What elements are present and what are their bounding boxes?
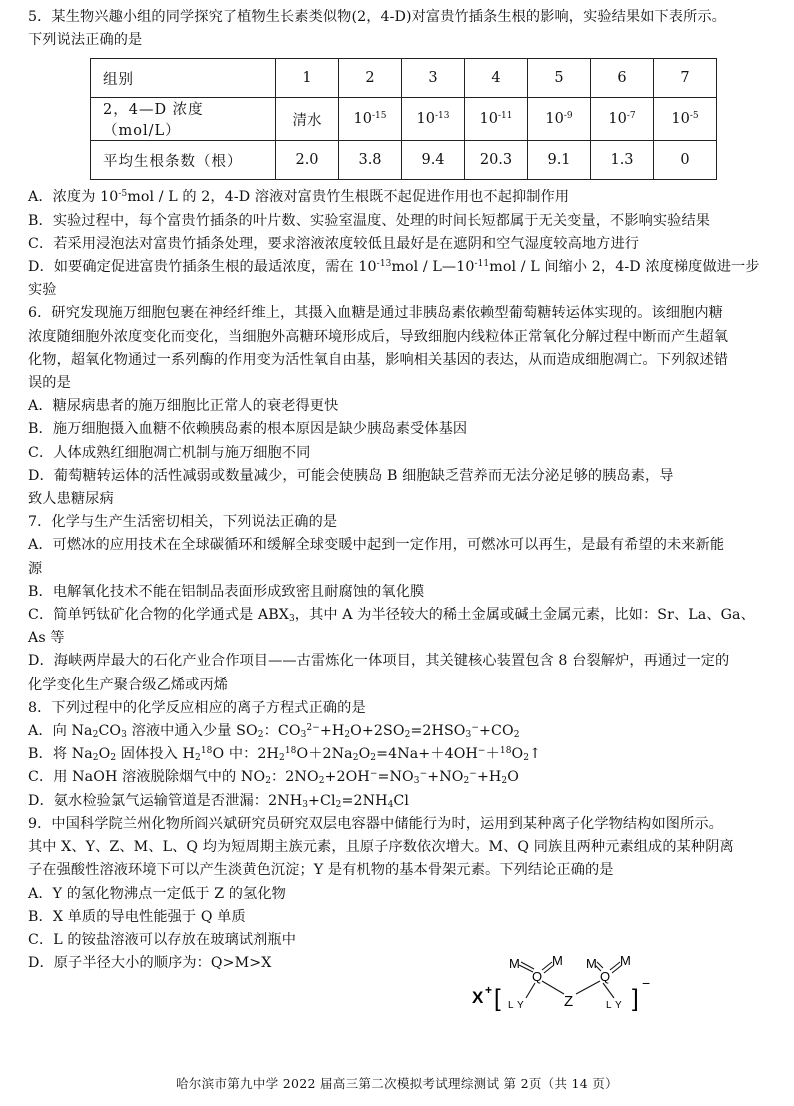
atom-label: Q bbox=[532, 969, 543, 984]
q5-option-d-line2: 实验 bbox=[28, 282, 57, 299]
table-cell: $10^{-7}$ bbox=[591, 98, 654, 141]
q8-option-d: D．氨水检验氯气运输管道是否泄漏：$2NH_3+Cl_2=2NH_4Cl$ bbox=[28, 792, 409, 810]
q5-option-b: B．实验过程中，每个富贵竹插条的叶片数、实验室温度、处理的时间长短都属于无关变量，不影响实验结果 bbox=[28, 212, 711, 229]
atom-label: Y bbox=[517, 1000, 524, 1011]
q5-option-c: C．若采用浸泡法对富贵竹插条处理，要求溶液浓度较低且最好是在遮阴和空气湿度较高地方进行 bbox=[28, 235, 640, 252]
table-cell: 5 bbox=[528, 59, 591, 98]
q8-option-b: B．将 $Na_2O_2$ 固体投入 $H_2^{18}O$ 中：$2H_2^{18}O+2Na_2O_2=4Na++4OH^-+^{18}O_2↑$ bbox=[28, 746, 542, 764]
table-row bbox=[91, 59, 717, 98]
q7-option-a-line2: 源 bbox=[28, 560, 43, 577]
table-cell: 1 bbox=[276, 59, 339, 98]
q6-option-a: A．糖尿病患者的施万细胞比正常人的衰老得更快 bbox=[28, 398, 339, 415]
table-cell: 9.1 bbox=[528, 141, 591, 180]
table-cell: $10^{-15}$ bbox=[339, 98, 402, 141]
q6-option-d-line1: D．葡萄糖转运体的活性减弱或数量减少，可能会使胰岛 B 细胞缺乏营养而无法分泌足够的胰岛素，导 bbox=[28, 467, 674, 484]
page-footer: 哈尔滨市第九中学 2022 届高三第二次模拟考试理综测试 第 2页（共 14 页） bbox=[176, 1076, 618, 1091]
q5-option-d-line1: D．如要确定促进富贵竹插条生根的最适浓度，需在 $10^{-13}mol$ / $L—10^{-11}mol$ / L 间缩小 2，4-D 浓度梯度做进一步 bbox=[28, 259, 760, 276]
table-row bbox=[91, 141, 717, 180]
q5-data-table bbox=[90, 58, 717, 180]
table-cell: $10^{-9}$ bbox=[528, 98, 591, 141]
q7-stem: 7．化学与生产生活密切相关，下列说法正确的是 bbox=[28, 514, 338, 531]
table-cell: 7 bbox=[654, 59, 717, 98]
table-cell: 4 bbox=[465, 59, 528, 98]
anion-charge: − bbox=[642, 975, 651, 991]
q9-option-b: B．X 单质的导电性能强于 Q 单质 bbox=[28, 908, 246, 925]
atom-label: M bbox=[552, 953, 563, 968]
table-row-label: 2，4—D 浓度（mol/L） bbox=[91, 98, 276, 141]
q8-stem: 8．下列过程中的化学反应相应的离子方程式正确的是 bbox=[28, 699, 366, 716]
q7-option-c-line2: As 等 bbox=[28, 630, 65, 647]
table-cell: 3.8 bbox=[339, 141, 402, 180]
q6-stem-line3: 化物，超氧化物通过一系列酶的作用变为活性氧自由基，影响相关基因的表达，从而造成细胞凋亡。下列叙述错 bbox=[28, 351, 729, 368]
atom-label: M bbox=[509, 956, 520, 971]
q6-stem-line2: 浓度随细胞外浓度变化而变化，当细胞外高糖环境形成后，导致细胞内线粒体正常氧化分解过程中断而产生超氧 bbox=[28, 328, 729, 345]
q6-stem-line1: 6．研究发现施万细胞包裹在神经纤维上，其摄入血糖是通过非胰岛素依赖型葡萄糖转运体实现的。该细胞内糖 bbox=[28, 305, 723, 322]
table-row-label: 组别 bbox=[91, 59, 276, 98]
table-cell: $10^{-13}$ bbox=[402, 98, 465, 141]
q9-option-c: C．L 的铵盐溶液可以存放在玻璃试剂瓶中 bbox=[28, 931, 296, 948]
table-cell: 20.3 bbox=[465, 141, 528, 180]
table-cell: 0 bbox=[654, 141, 717, 180]
table-row bbox=[91, 98, 717, 141]
q7-option-b: B．电解氧化技术不能在铝制品表面形成致密且耐腐蚀的氧化膜 bbox=[28, 583, 425, 600]
q9-option-d: D．原子半径大小的顺序为：Q>M>X bbox=[28, 955, 272, 972]
q5-stem-line1: 5．某生物兴趣小组的同学探究了植物生长素类似物(2，4-D)对富贵竹插条生根的影响，实验结果如下表所示。 bbox=[28, 9, 726, 25]
right-bracket-icon: ] bbox=[632, 985, 639, 1012]
q7-option-c-line1: C．简单钙钛矿化合物的化学通式是 $ABX_3$，其中 A 为半径较大的稀土金属或碱土金属元素，比如：Sr、La、Ga、 bbox=[28, 607, 755, 625]
q7-option-d-line1: D．海峡两岸最大的石化产业合作项目——古雷炼化一体项目，其关键核心装置包含 8 台裂解炉，再通过一定的 bbox=[28, 653, 730, 670]
q8-option-c: C．用 NaOH 溶液脱除烟气中的 $NO_2$：$2NO_2+2OH^-=NO_3^-+NO_2^-+H_2O$ bbox=[28, 769, 519, 787]
table-cell: $10^{-5}$ bbox=[654, 98, 717, 141]
atom-label: L bbox=[508, 1000, 514, 1011]
q5-option-a: A．浓度为 $10^{-5}mol$ / L 的 2，4-D 溶液对富贵竹生根既不起促进作用也不起抑制作用 bbox=[28, 189, 570, 206]
q7-option-d-line2: 化学变化生产聚合级乙烯或丙烯 bbox=[28, 676, 229, 693]
table-cell: 2 bbox=[339, 59, 402, 98]
cation-symbol: X bbox=[472, 988, 484, 1007]
q6-option-c: C．人体成熟红细胞凋亡机制与施万细胞不同 bbox=[28, 444, 311, 461]
cation-charge: + bbox=[485, 983, 493, 997]
table-cell: 9.4 bbox=[402, 141, 465, 180]
left-bracket-icon: [ bbox=[494, 985, 501, 1012]
exam-page bbox=[28, 6, 773, 975]
q9-option-a: A．Y 的氢化物沸点一定低于 Z 的氢化物 bbox=[28, 885, 286, 902]
table-cell: 1.3 bbox=[591, 141, 654, 180]
atom-label: M bbox=[586, 956, 597, 971]
atom-label: L bbox=[606, 1000, 612, 1011]
atom-label: Z bbox=[564, 993, 574, 1010]
q9-stem-line3: 子在强酸性溶液环境下可以产生淡黄色沉淀；Y 是有机物的基本骨架元素。下列结论正确的是 bbox=[28, 862, 614, 879]
q7-option-a-line1: A．可燃冰的应用技术在全球碳循环和缓解全球变暖中起到一定作用，可燃冰可以再生，是最有希望的未来新能 bbox=[28, 537, 725, 554]
table-cell: 3 bbox=[402, 59, 465, 98]
atom-label: Q bbox=[600, 969, 611, 984]
q9-stem-line2: 其中 X、Y、Z、M、L、Q 均为短周期主族元素，且原子序数依次增大。M、Q 同族且两种元素组成的某种阴离 bbox=[28, 839, 734, 856]
q8-option-a: A．向 $Na_2CO_3$ 溶液中通入少量 $SO_2$：$CO_3^{2-}+H_2O+2SO_2=2HSO_3^-+CO_2$ bbox=[28, 723, 520, 741]
q6-option-d-line2: 致人患糖尿病 bbox=[28, 491, 114, 508]
table-cell: 清水 bbox=[276, 98, 339, 141]
atom-label: Y bbox=[615, 1000, 622, 1011]
q6-stem-line4: 误的是 bbox=[28, 375, 71, 392]
atom-label: M bbox=[620, 953, 631, 968]
table-row-label: 平均生根条数（根） bbox=[91, 141, 276, 180]
table-cell: $10^{-11}$ bbox=[465, 98, 528, 141]
table-cell: 2.0 bbox=[276, 141, 339, 180]
q9-stem-line1: 9．中国科学院兰州化物所阎兴斌研究员研究双层电容器中储能行为时，运用到某种离子化学物结构如图所示。 bbox=[28, 815, 723, 832]
ionic-structure-figure bbox=[472, 948, 662, 1028]
q6-option-b: B．施万细胞摄入血糖不依赖胰岛素的根本原因是缺少胰岛素受体基因 bbox=[28, 421, 468, 438]
table-cell: 6 bbox=[591, 59, 654, 98]
q5-stem-line2: 下列说法正确的是 bbox=[28, 32, 143, 49]
